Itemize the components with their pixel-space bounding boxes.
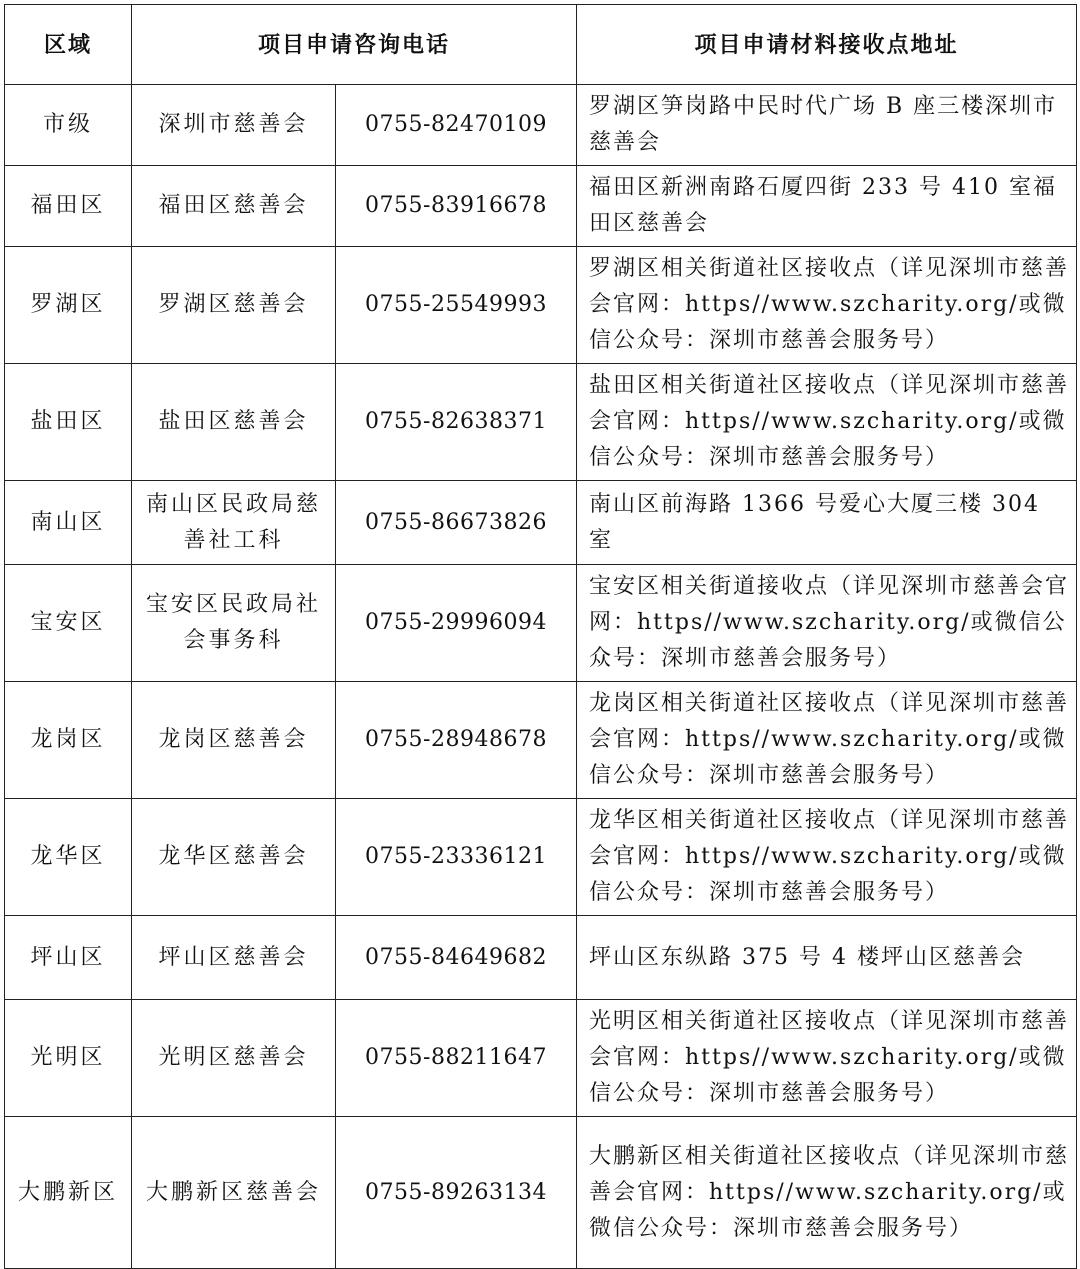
header-consult-phone: 项目申请咨询电话 (132, 5, 577, 85)
cell-org: 龙华区慈善会 (132, 799, 336, 916)
cell-phone: 0755-25549993 (336, 247, 577, 364)
cell-phone: 0755-88211647 (336, 1000, 577, 1117)
cell-phone: 0755-86673826 (336, 481, 577, 565)
header-region: 区域 (5, 5, 132, 85)
cell-org: 南山区民政局慈善社工科 (132, 481, 336, 565)
cell-org: 罗湖区慈善会 (132, 247, 336, 364)
cell-region: 福田区 (5, 166, 132, 247)
table-header-row (5, 5, 1077, 85)
cell-phone: 0755-84649682 (336, 916, 577, 1000)
cell-org: 大鹏新区慈善会 (132, 1117, 336, 1269)
cell-org: 坪山区慈善会 (132, 916, 336, 1000)
table-row (5, 916, 1077, 1000)
cell-org: 盐田区慈善会 (132, 364, 336, 481)
cell-phone: 0755-28948678 (336, 682, 577, 799)
cell-phone: 0755-83916678 (336, 166, 577, 247)
cell-address: 坪山区东纵路 375 号 4 楼坪山区慈善会 (577, 916, 1077, 1000)
table-row (5, 166, 1077, 247)
cell-org: 深圳市慈善会 (132, 85, 336, 166)
cell-region: 大鹏新区 (5, 1117, 132, 1269)
cell-region: 宝安区 (5, 565, 132, 682)
table-row (5, 1117, 1077, 1269)
cell-org: 龙岗区慈善会 (132, 682, 336, 799)
cell-address: 罗湖区笋岗路中民时代广场 B 座三楼深圳市慈善会 (577, 85, 1077, 166)
contact-table (4, 4, 1077, 1269)
cell-phone: 0755-89263134 (336, 1117, 577, 1269)
cell-org: 宝安区民政局社会事务科 (132, 565, 336, 682)
table-row (5, 565, 1077, 682)
cell-region: 光明区 (5, 1000, 132, 1117)
cell-region: 龙华区 (5, 799, 132, 916)
cell-org: 福田区慈善会 (132, 166, 336, 247)
table-row (5, 85, 1077, 166)
cell-phone: 0755-29996094 (336, 565, 577, 682)
table-row (5, 1000, 1077, 1117)
cell-org: 光明区慈善会 (132, 1000, 336, 1117)
cell-address: 盐田区相关街道社区接收点（详见深圳市慈善会官网：https//www.szcharity.org/或微信公众号：深圳市慈善会服务号） (577, 364, 1077, 481)
cell-region: 盐田区 (5, 364, 132, 481)
cell-region: 南山区 (5, 481, 132, 565)
cell-address: 龙华区相关街道社区接收点（详见深圳市慈善会官网：https//www.szcharity.org/或微信公众号：深圳市慈善会服务号） (577, 799, 1077, 916)
cell-address: 南山区前海路 1366 号爱心大厦三楼 304 室 (577, 481, 1077, 565)
cell-address: 龙岗区相关街道社区接收点（详见深圳市慈善会官网：https//www.szcharity.org/或微信公众号：深圳市慈善会服务号） (577, 682, 1077, 799)
cell-address: 罗湖区相关街道社区接收点（详见深圳市慈善会官网：https//www.szcharity.org/或微信公众号：深圳市慈善会服务号） (577, 247, 1077, 364)
cell-address: 宝安区相关街道接收点（详见深圳市慈善会官网：https//www.szcharity.org/或微信公众号：深圳市慈善会服务号） (577, 565, 1077, 682)
table-row (5, 682, 1077, 799)
header-address: 项目申请材料接收点地址 (577, 5, 1077, 85)
table-row (5, 247, 1077, 364)
cell-phone: 0755-23336121 (336, 799, 577, 916)
table-row (5, 481, 1077, 565)
cell-address: 大鹏新区相关街道社区接收点（详见深圳市慈善会官网：https//www.szcharity.org/或微信公众号：深圳市慈善会服务号） (577, 1117, 1077, 1269)
table-row (5, 799, 1077, 916)
cell-phone: 0755-82638371 (336, 364, 577, 481)
cell-address: 福田区新洲南路石厦四街 233 号 410 室福田区慈善会 (577, 166, 1077, 247)
cell-region: 市级 (5, 85, 132, 166)
cell-region: 坪山区 (5, 916, 132, 1000)
cell-region: 罗湖区 (5, 247, 132, 364)
cell-phone: 0755-82470109 (336, 85, 577, 166)
cell-address: 光明区相关街道社区接收点（详见深圳市慈善会官网：https//www.szcharity.org/或微信公众号：深圳市慈善会服务号） (577, 1000, 1077, 1117)
cell-region: 龙岗区 (5, 682, 132, 799)
table-body (5, 85, 1077, 1269)
table-row (5, 364, 1077, 481)
